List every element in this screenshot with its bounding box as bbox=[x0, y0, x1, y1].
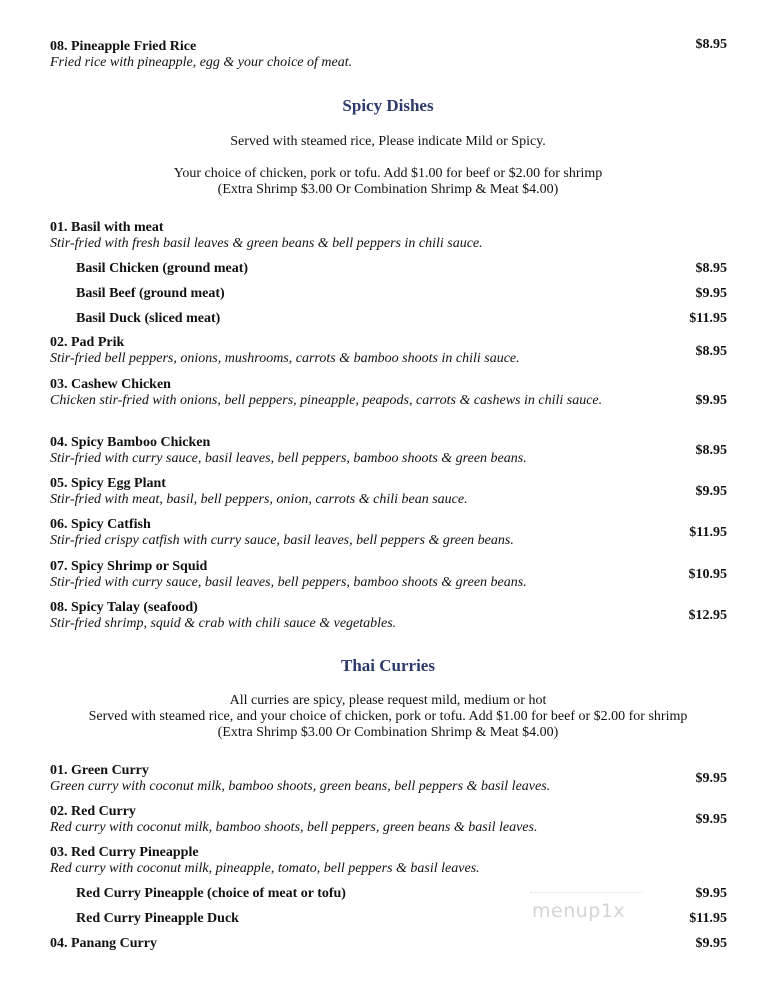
item-price: $8.95 bbox=[695, 344, 727, 359]
item-description: Stir-fried with curry sauce, basil leaves, bell peppers, bamboo shoots & green beans. bbox=[50, 575, 527, 590]
item-name: 02. Red Curry bbox=[50, 804, 136, 819]
option-price: $9.95 bbox=[695, 886, 727, 901]
item-description: Stir-fried crispy catfish with curry sauce, basil leaves, bell peppers & green beans. bbox=[50, 533, 514, 548]
menu-item-basil-with-meat bbox=[50, 220, 650, 252]
item-description: Stir-fried with fresh basil leaves & green beans & bell peppers in chili sauce. bbox=[50, 236, 483, 251]
option-price: $11.95 bbox=[689, 911, 727, 926]
option-name: Red Curry Pineapple Duck bbox=[76, 911, 239, 926]
item-name: 03. Red Curry Pineapple bbox=[50, 845, 199, 860]
item-name: 04. Panang Curry bbox=[50, 936, 157, 951]
item-name: 08. Spicy Talay (seafood) bbox=[50, 600, 198, 615]
item-price: $11.95 bbox=[689, 525, 727, 540]
section-note: (Extra Shrimp $3.00 Or Combination Shrimp & Meat $4.00) bbox=[217, 725, 559, 740]
watermark-logo bbox=[532, 900, 642, 926]
item-description: Stir-fried with meat, basil, bell peppers, onion, carrots & chili bean sauce. bbox=[50, 492, 468, 507]
menu-item-pineapple-fried-rice bbox=[50, 39, 650, 71]
item-description: Chicken stir-fried with onions, bell peppers, pineapple, peapods, carrots & cashews in chili sauce. bbox=[50, 393, 603, 408]
item-description: Green curry with coconut milk, bamboo shoots, green beans, bell peppers & basil leaves. bbox=[50, 779, 551, 794]
section-title-spicy-dishes: Spicy Dishes bbox=[342, 96, 434, 115]
item-price: $9.95 bbox=[695, 771, 727, 786]
item-description: Stir-fried bell peppers, onions, mushrooms, carrots & bamboo shoots in chili sauce. bbox=[50, 351, 520, 366]
item-name: 02. Pad Prik bbox=[50, 335, 125, 350]
menu-item-panang-curry bbox=[50, 936, 650, 952]
option-price: $9.95 bbox=[695, 286, 727, 301]
item-name: 08. Pineapple Fried Rice bbox=[50, 39, 197, 54]
option-price: $8.95 bbox=[695, 261, 727, 276]
section-note: (Extra Shrimp $3.00 Or Combination Shrimp & Meat $4.00) bbox=[217, 182, 559, 197]
section-note: All curries are spicy, please request mild, medium or hot bbox=[229, 693, 547, 708]
item-description: Fried rice with pineapple, egg & your choice of meat. bbox=[50, 55, 353, 70]
menu-item-spicy-catfish bbox=[50, 517, 650, 549]
item-name: 01. Basil with meat bbox=[50, 220, 164, 235]
item-price: $12.95 bbox=[688, 608, 727, 623]
item-name: 05. Spicy Egg Plant bbox=[50, 476, 166, 491]
item-name: 07. Spicy Shrimp or Squid bbox=[50, 559, 208, 574]
menu-item-green-curry bbox=[50, 763, 650, 795]
item-price: $8.95 bbox=[695, 443, 727, 458]
menu-item-spicy-shrimp-or-squid bbox=[50, 559, 650, 591]
option-price: $11.95 bbox=[689, 311, 727, 326]
menu-item-red-curry bbox=[50, 804, 650, 836]
item-name: 01. Green Curry bbox=[50, 763, 149, 778]
item-description: Stir-fried shrimp, squid & crab with chili sauce & vegetables. bbox=[50, 616, 397, 631]
item-price: $9.95 bbox=[695, 393, 727, 408]
watermark-text: menup1x bbox=[532, 900, 626, 922]
menu-option bbox=[76, 311, 636, 327]
menu-item-spicy-talay bbox=[50, 600, 650, 632]
menu-item-cashew-chicken bbox=[50, 377, 610, 409]
item-price: $8.95 bbox=[695, 37, 727, 52]
item-name: 06. Spicy Catfish bbox=[50, 517, 151, 532]
section-note: Served with steamed rice, Please indicate Mild or Spicy. bbox=[230, 134, 546, 149]
item-price: $9.95 bbox=[695, 812, 727, 827]
item-description: Stir-fried with curry sauce, basil leaves, bell peppers, bamboo shoots & green beans. bbox=[50, 451, 527, 466]
menu-option bbox=[76, 261, 636, 277]
menu-option bbox=[76, 286, 636, 302]
menu-item-red-curry-pineapple bbox=[50, 845, 650, 877]
item-price: $9.95 bbox=[695, 936, 727, 951]
menu-item-spicy-egg-plant bbox=[50, 476, 650, 508]
item-name: 03. Cashew Chicken bbox=[50, 377, 171, 392]
item-price: $9.95 bbox=[695, 484, 727, 499]
option-name: Basil Chicken (ground meat) bbox=[76, 261, 249, 276]
section-note: Served with steamed rice, and your choice of chicken, pork or tofu. Add $1.00 for beef or $2.00 for shrimp bbox=[88, 709, 688, 724]
item-name: 04. Spicy Bamboo Chicken bbox=[50, 435, 211, 450]
option-name: Basil Duck (sliced meat) bbox=[76, 311, 221, 326]
item-price: $10.95 bbox=[688, 567, 727, 582]
section-note: Your choice of chicken, pork or tofu. Add $1.00 for beef or $2.00 for shrimp bbox=[173, 166, 603, 181]
section-title-thai-curries: Thai Curries bbox=[341, 656, 435, 675]
menu-item-spicy-bamboo-chicken bbox=[50, 435, 650, 467]
option-name: Basil Beef (ground meat) bbox=[76, 286, 225, 301]
item-description: Red curry with coconut milk, pineapple, tomato, bell peppers & basil leaves. bbox=[50, 861, 480, 876]
menu-item-pad-prik bbox=[50, 335, 650, 367]
option-name: Red Curry Pineapple (choice of meat or tofu) bbox=[76, 886, 346, 901]
watermark-dots bbox=[530, 892, 642, 897]
item-description: Red curry with coconut milk, bamboo shoots, bell peppers, green beans & basil leaves. bbox=[50, 820, 538, 835]
